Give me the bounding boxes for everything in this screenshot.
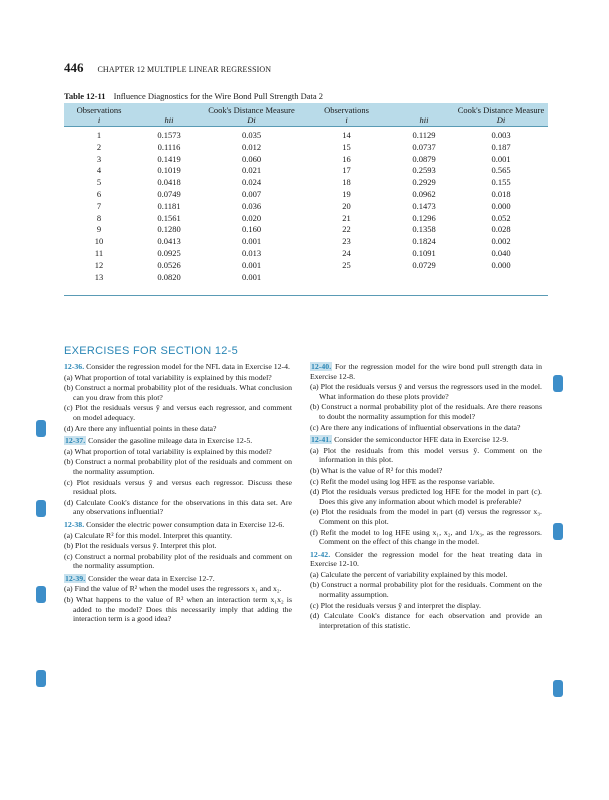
table-cell: 0.035 xyxy=(241,130,262,140)
table-row xyxy=(64,272,548,284)
header-hii: hii xyxy=(134,115,204,127)
margin-tab-icon[interactable] xyxy=(553,680,563,697)
table-cell: 0.2593 xyxy=(412,165,436,176)
table-cell: 6 xyxy=(96,188,102,199)
table-row xyxy=(64,248,548,260)
exercise-part: (e) Plot the residuals from the model in part (d) versus the regressor x₃. Comment on this plot. xyxy=(310,507,542,526)
exercise-number[interactable]: 12-41. xyxy=(311,435,332,445)
table-cell: 0.2929 xyxy=(412,177,436,188)
table-label: Table 12-11 xyxy=(64,91,106,101)
exercise-intro: Consider the regression model for the NFL data in Exercise 12-4. xyxy=(86,362,290,371)
exercise-part: (a) Calculate R² for this model. Interpret this quantity. xyxy=(64,530,233,540)
exercise xyxy=(310,550,542,631)
margin-tab-icon[interactable] xyxy=(553,375,563,392)
table-cell: 0.0925 xyxy=(157,247,181,258)
table-cell xyxy=(394,272,454,284)
table-cell: 0.003 xyxy=(491,130,511,140)
table-cell: 0.060 xyxy=(241,153,262,164)
exercise-number[interactable]: 12-42. xyxy=(310,549,331,559)
table-cell: 4 xyxy=(96,165,102,176)
header-i: i xyxy=(64,115,134,127)
table-symbol-row xyxy=(64,115,548,127)
table-cell: 0.020 xyxy=(241,212,262,223)
table-cell: 8 xyxy=(96,212,102,223)
exercise-number[interactable]: 12-36. xyxy=(64,362,85,371)
table-cell: 0.007 xyxy=(241,188,262,199)
table-cell: 19 xyxy=(342,188,351,199)
header-di: Di xyxy=(204,115,299,127)
table-cell: 0.0413 xyxy=(157,236,181,247)
table-cell: 15 xyxy=(342,141,351,152)
table-cell: 0.0749 xyxy=(157,188,181,199)
table-cell: 0.1181 xyxy=(157,200,181,211)
table-cell: 2 xyxy=(96,141,102,152)
table-cell: 21 xyxy=(342,212,351,223)
exercise-intro: Consider the gasoline mileage data in Exercise 12-5. xyxy=(88,436,253,446)
margin-tab-icon[interactable] xyxy=(36,586,46,603)
table-cell: 0.040 xyxy=(491,247,511,258)
table-cell: 16 xyxy=(342,153,351,164)
exercise-part: (b) Construct a normal probability plot of the residuals. What conclusion can you draw from this plot? xyxy=(64,383,292,402)
table-cell: 0.000 xyxy=(491,200,511,211)
exercise-number[interactable]: 12-40. xyxy=(311,362,332,371)
table-cell: 11 xyxy=(94,247,104,258)
exercise-part: (f) Refit the model to log HFE using x₁, x₂, and 1/x₃, as the regressors. Comment on the effect of this change in the model. xyxy=(310,527,542,547)
exercise-part: (a) Plot the residuals versus ŷ and versus the regressors used in the model. What information do these plots provide? xyxy=(310,382,542,401)
exercise-intro: Consider the wear data in Exercise 12-7. xyxy=(88,573,215,583)
exercise-part: (b) What happens to the value of R² when an interaction term x₁x₂ is added to the model? Does this necessarily imply that adding the interaction term is a good idea? xyxy=(64,595,292,624)
exercise-part: (d) Calculate Cook's distance for the observations in this data set. Are any observations influential? xyxy=(64,497,292,517)
exercise-intro: Consider the semiconductor HFE data in Exercise 12-9. xyxy=(334,435,509,445)
page-header xyxy=(64,59,271,77)
table-cell: 0.001 xyxy=(241,236,262,247)
table-cell: 0.0729 xyxy=(412,259,436,270)
table-cell: 0.000 xyxy=(491,259,511,270)
exercise-number[interactable]: 12-38. xyxy=(64,519,85,529)
exercise xyxy=(310,435,542,547)
table-cell: 17 xyxy=(342,165,351,176)
table-cell: 12 xyxy=(94,259,104,270)
table-header-row xyxy=(64,103,548,115)
chapter-title: CHAPTER 12 MULTIPLE LINEAR REGRESSION xyxy=(97,65,272,74)
table-cell: 0.1129 xyxy=(412,130,436,140)
table-row xyxy=(64,224,548,236)
table-cell: 0.001 xyxy=(241,259,262,270)
header-blank xyxy=(394,103,454,115)
table-cell: 0.001 xyxy=(491,153,511,164)
table-cell: 0.1561 xyxy=(157,212,181,223)
table-caption xyxy=(64,91,323,101)
exercise-part: (c) Are there any indications of influential observations in the data? xyxy=(310,422,521,432)
exercise xyxy=(64,520,292,571)
table-row xyxy=(64,260,548,272)
table-cell: 0.028 xyxy=(491,224,511,235)
exercise-number[interactable]: 12-37. xyxy=(65,436,86,446)
table-cell: 0.0526 xyxy=(157,259,181,270)
table-cell: 0.0418 xyxy=(157,177,181,188)
table-cell: 18 xyxy=(342,177,351,188)
table-cell: 0.0962 xyxy=(412,188,436,199)
table-row xyxy=(64,189,548,201)
table-cell: 0.024 xyxy=(241,177,262,188)
table-cell: 0.013 xyxy=(241,247,262,258)
exercise-intro: Consider the electric power consumption data in Exercise 12-6. xyxy=(86,519,285,529)
table-cell: 0.002 xyxy=(491,236,511,247)
table-cell: 0.0737 xyxy=(412,141,436,152)
table-cell: 0.1473 xyxy=(412,200,436,211)
table-cell: 0.565 xyxy=(491,165,511,176)
exercises-left-column xyxy=(64,362,292,624)
table-cell xyxy=(454,272,548,284)
table-cell: 0.0820 xyxy=(157,271,181,282)
header-hii: hii xyxy=(394,115,454,127)
table-cell: 10 xyxy=(94,236,104,247)
table-cell: 0.1019 xyxy=(157,165,181,176)
header-di: Di xyxy=(454,115,548,127)
exercise-part: (a) Find the value of R² when the model uses the regressors x₁ and x₂. xyxy=(64,584,282,594)
table-body xyxy=(64,127,548,284)
table-cell: 0.001 xyxy=(241,271,262,282)
page-number: 446 xyxy=(64,60,84,75)
table-cell: 14 xyxy=(342,130,351,140)
exercise-part: (a) What proportion of total variability is explained by this model? xyxy=(64,372,272,382)
table-cell: 0.036 xyxy=(241,200,262,211)
table-cell: 20 xyxy=(342,200,351,211)
table-row xyxy=(64,165,548,177)
table-cell: 0.1824 xyxy=(412,236,436,247)
header-blank xyxy=(134,103,204,115)
exercise-intro: For the regression model for the wire bond pull strength data in Exercise 12-8. xyxy=(310,362,542,381)
header-cooks-distance: Cook's Distance Measure xyxy=(454,103,548,115)
exercise-part: (c) Construct a normal probability plot of the residuals and comment on the normality assumption. xyxy=(64,551,292,571)
table-row xyxy=(64,154,548,166)
margin-tab-icon[interactable] xyxy=(36,500,46,517)
exercise-number[interactable]: 12-39. xyxy=(65,573,86,583)
exercises-right-column xyxy=(310,362,542,630)
exercise-part: (c) Refit the model using log HFE as the response variable. xyxy=(310,476,495,486)
margin-tab-icon[interactable] xyxy=(36,420,46,437)
table-row xyxy=(64,177,548,189)
exercise xyxy=(310,362,542,432)
table-row xyxy=(64,213,548,225)
table-cell: 0.012 xyxy=(241,141,262,152)
table-cell: 0.018 xyxy=(491,188,511,199)
exercise-part: (a) What proportion of total variability is explained by this model? xyxy=(64,446,272,456)
table-cell: 5 xyxy=(96,177,102,188)
table-cell: 0.155 xyxy=(491,177,511,188)
table-cell: 7 xyxy=(96,200,102,211)
table-cell: 3 xyxy=(96,153,102,164)
table-row xyxy=(64,142,548,154)
exercise-part: (b) Plot the residuals versus ŷ. Interpret this plot. xyxy=(64,541,217,551)
table-cell xyxy=(299,272,394,284)
exercise-part: (d) Calculate Cook's distance for each observation and provide an interpretation of this statistic. xyxy=(310,611,542,630)
header-observations: Observations xyxy=(299,103,394,115)
table-cell: 0.160 xyxy=(241,224,262,235)
table-caption-text: Influence Diagnostics for the Wire Bond Pull Strength Data 2 xyxy=(113,91,323,101)
table-row xyxy=(64,127,548,142)
exercise-part: (b) Construct a normal probability plot of the residuals. Are there reasons to doubt the normality assumption for this model? xyxy=(310,402,542,421)
table-cell: 0.1280 xyxy=(157,224,181,235)
table-cell: 0.1296 xyxy=(412,212,436,223)
exercise-part: (c) Plot the residuals versus ŷ and versus each regressor, and comment on model adequacy. xyxy=(64,403,292,422)
table-cell: 0.1419 xyxy=(157,153,181,164)
table-cell: 0.021 xyxy=(241,165,262,176)
table-cell: 0.1116 xyxy=(157,141,181,152)
table-cell: 0.1091 xyxy=(412,247,436,258)
exercise-intro: Consider the regression model for the heat treating data in Exercise 12-10. xyxy=(310,549,542,569)
table-cell: 24 xyxy=(342,247,351,258)
table-cell: 0.052 xyxy=(491,212,511,223)
table-cell: 25 xyxy=(342,259,351,270)
influence-diagnostics-table xyxy=(64,103,548,283)
exercise-part: (b) What is the value of R² for this model? xyxy=(310,465,443,475)
margin-tab-icon[interactable] xyxy=(553,523,563,540)
exercise xyxy=(64,574,292,624)
exercise-part: (c) Plot the residuals versus ŷ and interpret the display. xyxy=(310,600,481,610)
exercise-part: (b) Construct a normal probability plot for the residuals. Comment on the normality assumption. xyxy=(310,580,542,600)
exercise xyxy=(64,362,292,433)
table-bottom-rule xyxy=(64,295,548,296)
exercise xyxy=(64,436,292,517)
table-cell: 0.1358 xyxy=(412,224,436,235)
exercise-part: (a) Calculate the percent of variability explained by this model. xyxy=(310,569,508,579)
table-row xyxy=(64,236,548,248)
exercise-part: (d) Are there any influential points in these data? xyxy=(64,423,217,433)
table-cell: 23 xyxy=(342,236,351,247)
table-cell: 9 xyxy=(96,224,102,235)
table-row xyxy=(64,201,548,213)
header-observations: Observations xyxy=(64,103,134,115)
margin-tab-icon[interactable] xyxy=(36,670,46,687)
table-cell: 13 xyxy=(94,271,104,282)
exercise-part: (a) Plot the residuals from this model versus ŷ. Comment on the information in this plot. xyxy=(310,445,542,465)
table-cell: 0.0879 xyxy=(412,153,436,164)
exercise-part: (d) Plot the residuals versus predicted log HFE for the model in part (c). Does this give any information about which model is preferable? xyxy=(310,487,542,506)
exercise-part: (b) Construct a normal probability plot of the residuals and comment on the normality assumption. xyxy=(64,457,292,476)
table-cell: 0.187 xyxy=(491,141,511,152)
table-cell: 0.1573 xyxy=(157,130,181,140)
section-heading: EXERCISES FOR SECTION 12-5 xyxy=(64,345,239,357)
exercise-part: (c) Plot residuals versus ŷ and versus each regressor. Discuss these residual plots. xyxy=(64,477,292,497)
header-i: i xyxy=(299,115,394,127)
table-cell: 1 xyxy=(96,130,102,140)
header-cooks-distance: Cook's Distance Measure xyxy=(204,103,299,115)
table-cell: 22 xyxy=(342,224,351,235)
